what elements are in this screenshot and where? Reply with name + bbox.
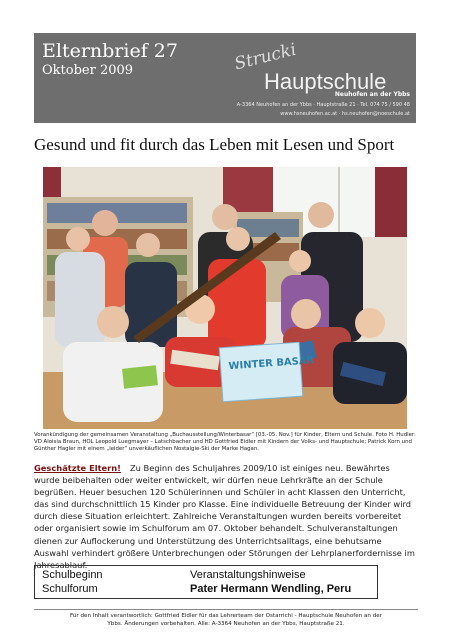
newsletter-date: Oktober 2009	[42, 63, 134, 78]
school-location: Neuhofen an der Ybbs	[334, 91, 410, 98]
school-logo-signature: Strucki	[232, 39, 299, 75]
footer-divider	[34, 609, 418, 610]
book-cover-title: WINTER BASAR	[228, 355, 315, 373]
letter-greeting: Geschätzte Eltern!	[34, 463, 121, 473]
event-speaker: Pater Hermann Wendling, Peru	[190, 583, 352, 595]
date-label-schulforum: Schulforum	[42, 583, 98, 595]
imprint-line-2: Ybbs. Änderungen vorbehalten. Alle: A-3364 Neuhofen an der Ybbs, Hauptstraße 21.	[107, 621, 345, 627]
date-label-schulbeginn: Schulbeginn	[42, 569, 103, 581]
newsletter-title: Elternbrief 27	[42, 40, 178, 62]
school-address: A-3364 Neuhofen an der Ybbs · Hauptstraße 21 · Tel. 074 75 / 590 48	[236, 102, 410, 108]
letter-text: Zu Beginn des Schuljahres 2009/10 ist einiges neu. Bewährtes wurde beibehalten oder weiter entwickelt, wir dürfen neue Lehrkräfte an der Schule begrüßen. Heuer besuchen 120 Schülerinnen und Schüler in acht Klassen den Unterricht, das sind durchschnittlich 15 Kinder pro Klasse. Eine individuelle Betreuung der Kinder wird durch diese Situation erleichtert. Zahlreiche Veranstaltungen wurden bereits vorbereitet oder organisiert sowie im Schulforum am 07. Oktober behandelt. Schulveranstaltungen dienen zur Auflockerung und Unterstützung des Unterrichtsalltags, eine behutsame Auswahl verhindert größere Unterbrechungen oder Störungen der Lehrplanerfordernisse im Jahresablauf.	[34, 463, 415, 570]
school-name: Hauptschule	[264, 69, 387, 94]
imprint-footer	[34, 612, 418, 628]
article-headline: Gesund und fit durch das Leben mit Lesen und Sport	[34, 135, 395, 154]
group-photo-image	[43, 167, 407, 429]
dates-box	[34, 565, 378, 599]
group-photo	[43, 167, 407, 429]
masthead	[34, 33, 416, 123]
school-web: www.hsneuhofen.ac.at · hs.neuhofen@noeschule.at	[280, 111, 410, 117]
imprint-line-1: Für den Inhalt verantwortlich: Gottfried Eidler für das Lehrerteam der Ostarrichi - Hauptschule Neuhofen an der	[69, 613, 383, 619]
events-heading: Veranstaltungshinweise	[190, 569, 306, 581]
letter-body	[34, 462, 418, 571]
photo-caption: Vorankündigung der gemeinsamen Veranstaltung „Buchausstellung/Winterbasar“ [03.-05. Nov.] für Kinder, Eltern und Schule. Foto H. Hudler: VD Aloisia Braun, HOL Leopold Luegmayer – Latschbacher und HD Gottfried Eidler mit Kindern der Volks- und Hauptschule; Patrick Korn und Günther Hagler mit einem „leider“ unverkäuflichen Nostalgie-Ski der Marke Hagan.	[34, 432, 416, 452]
